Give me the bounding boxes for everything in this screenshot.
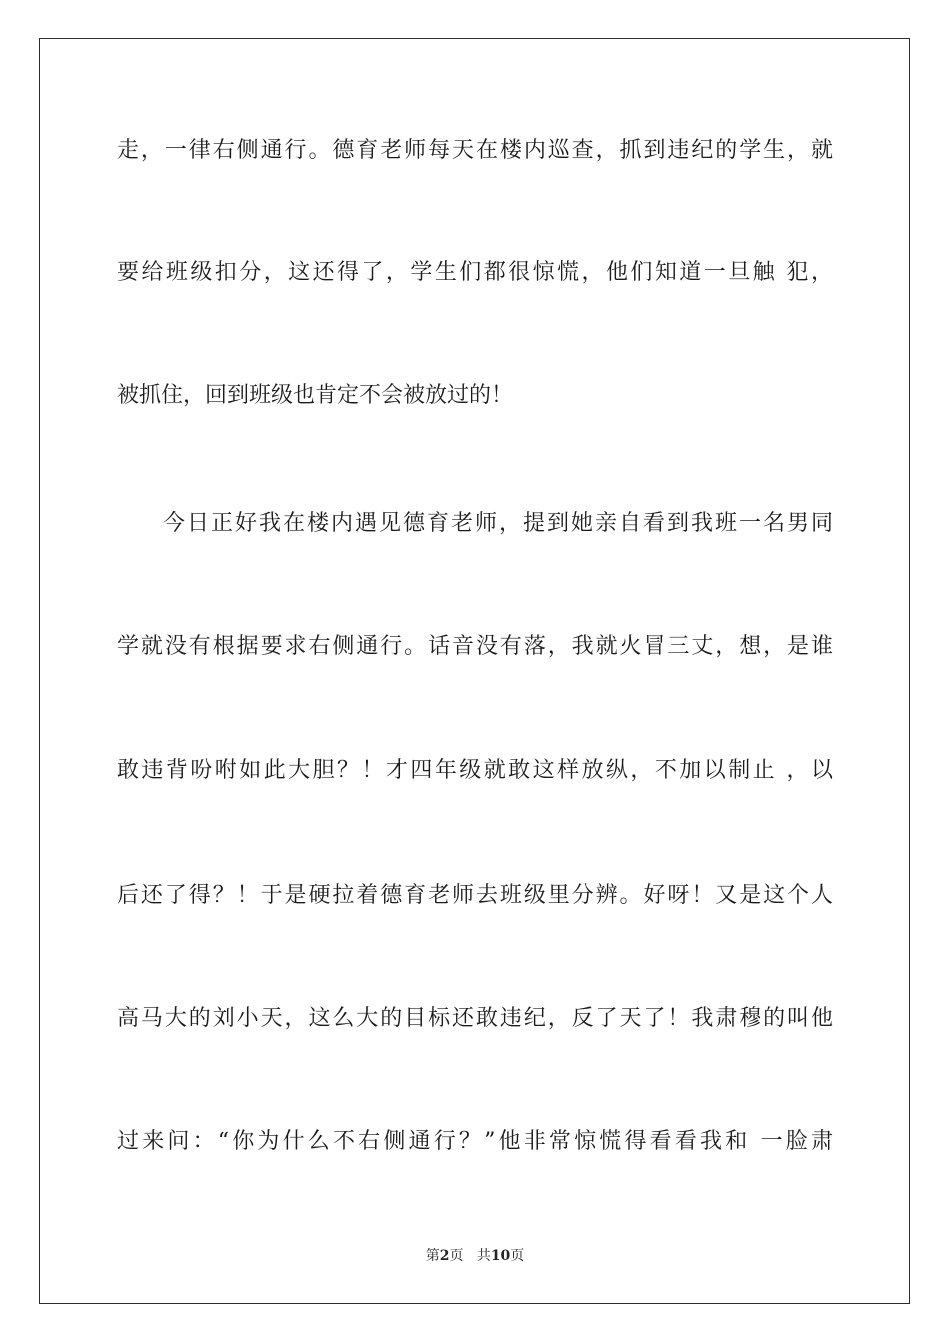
page-prefix: 第: [425, 1248, 440, 1264]
body-line-9: 过来问：“你为什么不右侧通行？”他非常惊慌得看看我和 一脸肃: [117, 1129, 833, 1154]
total-pages: 10: [490, 1248, 511, 1264]
body-line-7: 后还了得？！于是硬拉着德育老师去班级里分辨。好呀！又是这个人: [117, 883, 833, 908]
body-line-1: 走，一律右侧通行。德育老师每天在楼内巡查，抓到违纪的学生，就: [117, 138, 833, 163]
page-number: 2: [439, 1248, 450, 1264]
page-footer: [0, 1246, 950, 1266]
total-prefix: 共: [476, 1248, 491, 1264]
body-line-8: 高马大的刘小天，这么大的目标还敢违纪，反了天了！我肃穆的叫他: [117, 1006, 833, 1031]
total-suffix: 页: [510, 1248, 525, 1264]
page-suffix: 页: [449, 1248, 464, 1264]
body-line-6: 敢违背吩咐如此大胆？！才四年级就敢这样放纵，不加以制止 ，以: [117, 758, 833, 783]
page-border: [39, 38, 910, 1304]
body-line-4: 今日正好我在楼内遇见德育老师，提到她亲自看到我班一名男同: [163, 511, 833, 536]
body-line-2: 要给班级扣分，这还得了，学生们都很惊慌，他们知道一旦触 犯，: [117, 260, 833, 285]
body-line-5: 学就没有根据要求右侧通行。话音没有落，我就火冒三丈，想，是谁: [117, 634, 833, 659]
body-line-3: 被抓住，回到班级也肯定不会被放过的！: [117, 383, 514, 408]
